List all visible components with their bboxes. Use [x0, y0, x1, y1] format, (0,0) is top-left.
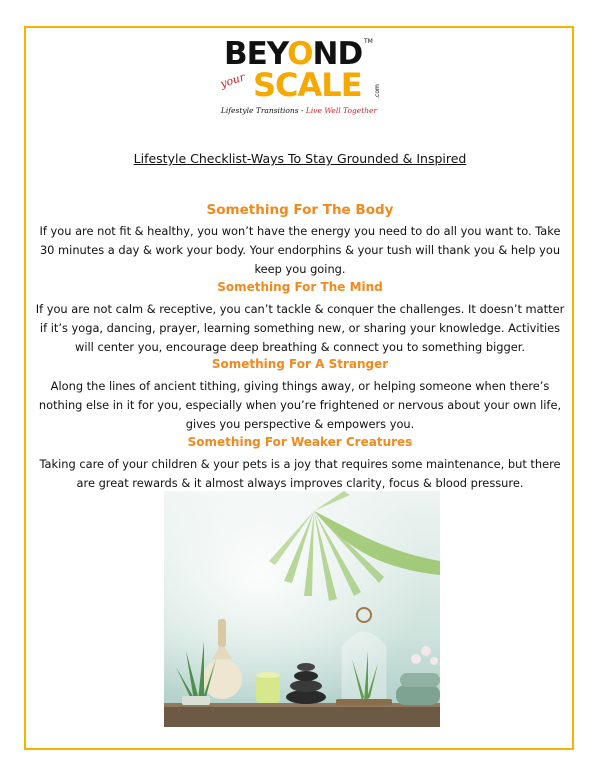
- logo-your: your: [218, 70, 247, 91]
- section-text-creatures: Taking care of your children & your pets is a joy that requires some maintenance, but there are great rewards & it almost always improves clarity, focus & blood pressure.: [39, 457, 561, 490]
- section-text-stranger: Along the lines of ancient tithing, giving things away, or helping someone when there’s nothing else in it for you, especially when you’re frightened or nervous about your own life, gives you perspective & empowers you.: [38, 379, 562, 431]
- logo-tagline: Lifestyle Transitions - Live Well Together: [220, 106, 378, 115]
- page-title: Lifestyle Checklist-Ways To Stay Grounded & Inspired: [133, 151, 467, 166]
- section-heading-stranger: Something For A Stranger: [211, 357, 389, 371]
- beyond-your-scale-logo: [206, 36, 392, 122]
- logo-dotcom: .com: [373, 84, 381, 99]
- section-text-mind: If you are not calm & receptive, you can’t tackle & conquer the challenges. It doesn’t matter if it’s yoga, dancing, prayer, learning something new, or sharing your knowledge. Activities will center you, encourage deep breathing & connect you to something bigger.: [35, 302, 565, 354]
- section-heading-body: Something For The Body: [206, 202, 394, 218]
- rolled-towel: [396, 673, 440, 705]
- candle: [256, 672, 280, 703]
- section-heading-mind: Something For The Mind: [217, 280, 383, 294]
- section-text-body: If you are not fit & healthy, you won’t have the energy you need to do all you want to. Take 30 minutes a day & work your body. Your endorphins & your tush will thank you & help you keep you going.: [39, 224, 561, 276]
- logo-beyond: BEYOND: [224, 36, 363, 72]
- section-heading-creatures: Something For Weaker Creatures: [187, 435, 413, 449]
- logo-scale: SCALE: [253, 66, 362, 104]
- spa-still-life-photo: [164, 491, 440, 727]
- logo-trademark: TM: [364, 38, 373, 45]
